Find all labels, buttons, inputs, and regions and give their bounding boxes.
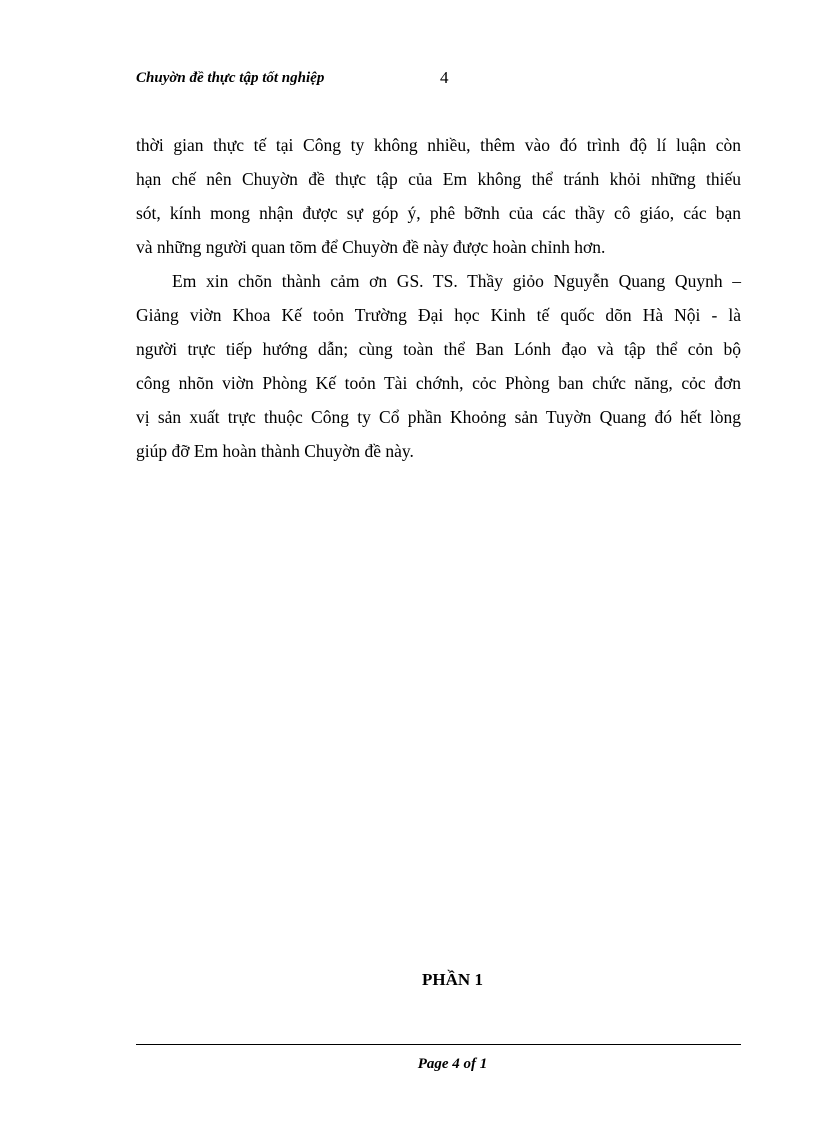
body-line: Giảng viờn Khoa Kế toỏn Trường Đại học Kinh tế quốc dõn Hà Nội - là	[136, 305, 741, 325]
footer-divider	[136, 1044, 741, 1045]
part-heading: PHẦN 1	[422, 970, 483, 989]
body-paragraphs	[136, 128, 741, 468]
body-line: hạn chế nên Chuyờn đề thực tập của Em không thể tránh khỏi những thiếu	[136, 169, 741, 189]
footer-page-label: Page 4 of 1	[417, 1056, 488, 1072]
body-line: vị sản xuất trực thuộc Công ty Cổ phần Khoỏng sản Tuyờn Quang đó hết lòng	[136, 407, 741, 427]
body-line: Em xin chõn thành cảm ơn GS. TS. Thầy giỏo Nguyễn Quang Quynh –	[172, 271, 741, 291]
body-line: thời gian thực tế tại Công ty không nhiều, thêm vào đó trình độ lí luận còn	[136, 135, 741, 155]
running-header-title: Chuyờn đề thực tập tốt nghiệp	[136, 70, 325, 86]
body-line: công nhõn viờn Phòng Kế toỏn Tài chớnh, cỏc Phòng ban chức năng, cỏc đơn	[136, 373, 741, 393]
body-line: người trực tiếp hướng dẫn; cùng toàn thể Ban Lónh đạo và tập thể cỏn bộ	[136, 339, 741, 359]
body-line: sót, kính mong nhận được sự góp ý, phê bỡnh của các thầy cô giáo, các bạn	[136, 203, 741, 223]
header-page-number: 4	[440, 68, 449, 87]
body-line: và những người quan tõm để Chuyờn đề này được hoàn chỉnh hơn.	[136, 237, 606, 257]
body-line: giúp đỡ Em hoàn thành Chuyờn đề này.	[136, 441, 414, 461]
